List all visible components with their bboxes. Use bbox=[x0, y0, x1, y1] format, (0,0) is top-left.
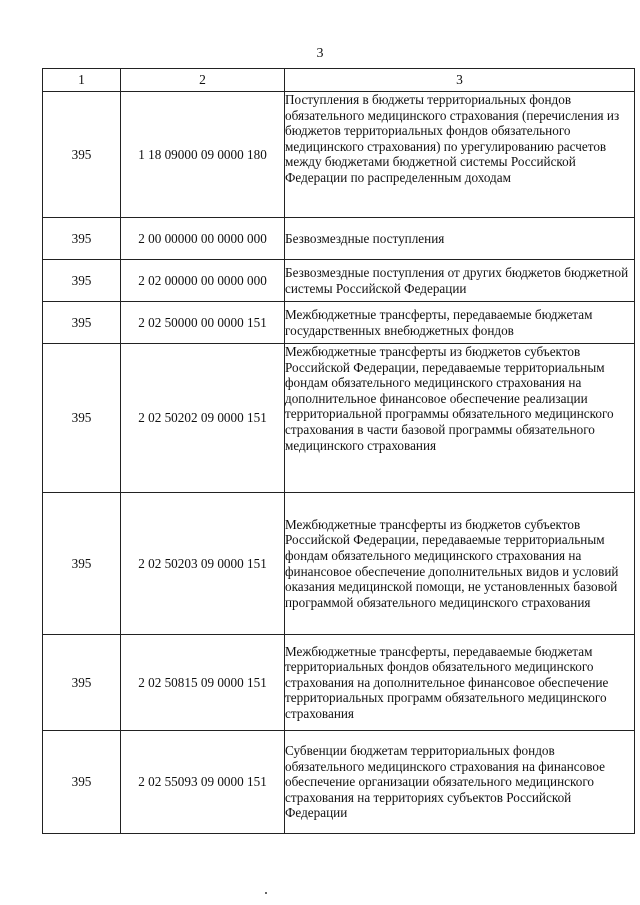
table-header-row bbox=[43, 69, 635, 92]
budget-code-cell: 2 02 50203 09 0000 151 bbox=[121, 493, 285, 635]
table-row bbox=[43, 731, 635, 834]
budget-code-cell: 1 18 09000 09 0000 180 bbox=[121, 92, 285, 218]
income-name-cell: Межбюджетные трансферты, передаваемые бюджетам государственных внебюджетных фондов bbox=[285, 302, 635, 344]
table-row bbox=[43, 635, 635, 731]
table-row bbox=[43, 218, 635, 260]
table-row bbox=[43, 260, 635, 302]
chapter-code-cell: 395 bbox=[43, 218, 121, 260]
chapter-code-cell: 395 bbox=[43, 635, 121, 731]
page-number: 3 bbox=[316, 46, 324, 61]
income-name-cell: Межбюджетные трансферты из бюджетов субъектов Российской Федерации, передаваемые территориальным фондам обязательного медицинского страхования на финансовое обеспечение дополнительных видов и условий оказания медицинской помощи, не установленных базовой программой обязательного медицинского страхования bbox=[285, 493, 635, 635]
income-name-cell: Межбюджетные трансферты из бюджетов субъектов Российской Федерации, передаваемые территориальным фондам обязательного медицинского страхования на дополнительное финансовое обеспечение реализации территориальной программы обязательного медицинского страхования в части базовой программы обязательного медицинского страхования bbox=[285, 344, 635, 493]
chapter-code-cell: 395 bbox=[43, 302, 121, 344]
chapter-code-cell: 395 bbox=[43, 344, 121, 493]
column-header-1: 1 bbox=[43, 69, 121, 92]
table-row bbox=[43, 493, 635, 635]
budget-code-cell: 2 02 00000 00 0000 000 bbox=[121, 260, 285, 302]
income-name-cell: Безвозмездные поступления bbox=[285, 218, 635, 260]
table-row bbox=[43, 302, 635, 344]
income-name-cell: Безвозмездные поступления от других бюджетов бюджетной системы Российской Федерации bbox=[285, 260, 635, 302]
income-name-cell: Межбюджетные трансферты, передаваемые бюджетам территориальных фондов обязательного медицинского страхования на дополнительное финансовое обеспечение территориальных программ обязательного медицинского страхования bbox=[285, 635, 635, 731]
budget-code-cell: 2 02 50000 00 0000 151 bbox=[121, 302, 285, 344]
scan-speck bbox=[265, 892, 267, 894]
chapter-code-cell: 395 bbox=[43, 92, 121, 218]
column-header-3: 3 bbox=[285, 69, 635, 92]
budget-code-cell: 2 02 50815 09 0000 151 bbox=[121, 635, 285, 731]
chapter-code-cell: 395 bbox=[43, 493, 121, 635]
column-header-2: 2 bbox=[121, 69, 285, 92]
table-row bbox=[43, 92, 635, 218]
budget-code-cell: 2 02 50202 09 0000 151 bbox=[121, 344, 285, 493]
income-name-cell: Поступления в бюджеты территориальных фондов обязательного медицинского страхования (перечисления из бюджетов территориальных фондов обязательного медицинского страхования) по урегулированию расчетов между бюджетами бюджетной системы Российской Федерации по распределенным доходам bbox=[285, 92, 635, 218]
budget-code-cell: 2 02 55093 09 0000 151 bbox=[121, 731, 285, 834]
budget-code-cell: 2 00 00000 00 0000 000 bbox=[121, 218, 285, 260]
table-row bbox=[43, 344, 635, 493]
budget-classification-table bbox=[42, 68, 635, 834]
income-name-cell: Субвенции бюджетам территориальных фондов обязательного медицинского страхования на финансовое обеспечение организации обязательного медицинского страхования на территориях субъектов Российской Федерации bbox=[285, 731, 635, 834]
chapter-code-cell: 395 bbox=[43, 260, 121, 302]
chapter-code-cell: 395 bbox=[43, 731, 121, 834]
